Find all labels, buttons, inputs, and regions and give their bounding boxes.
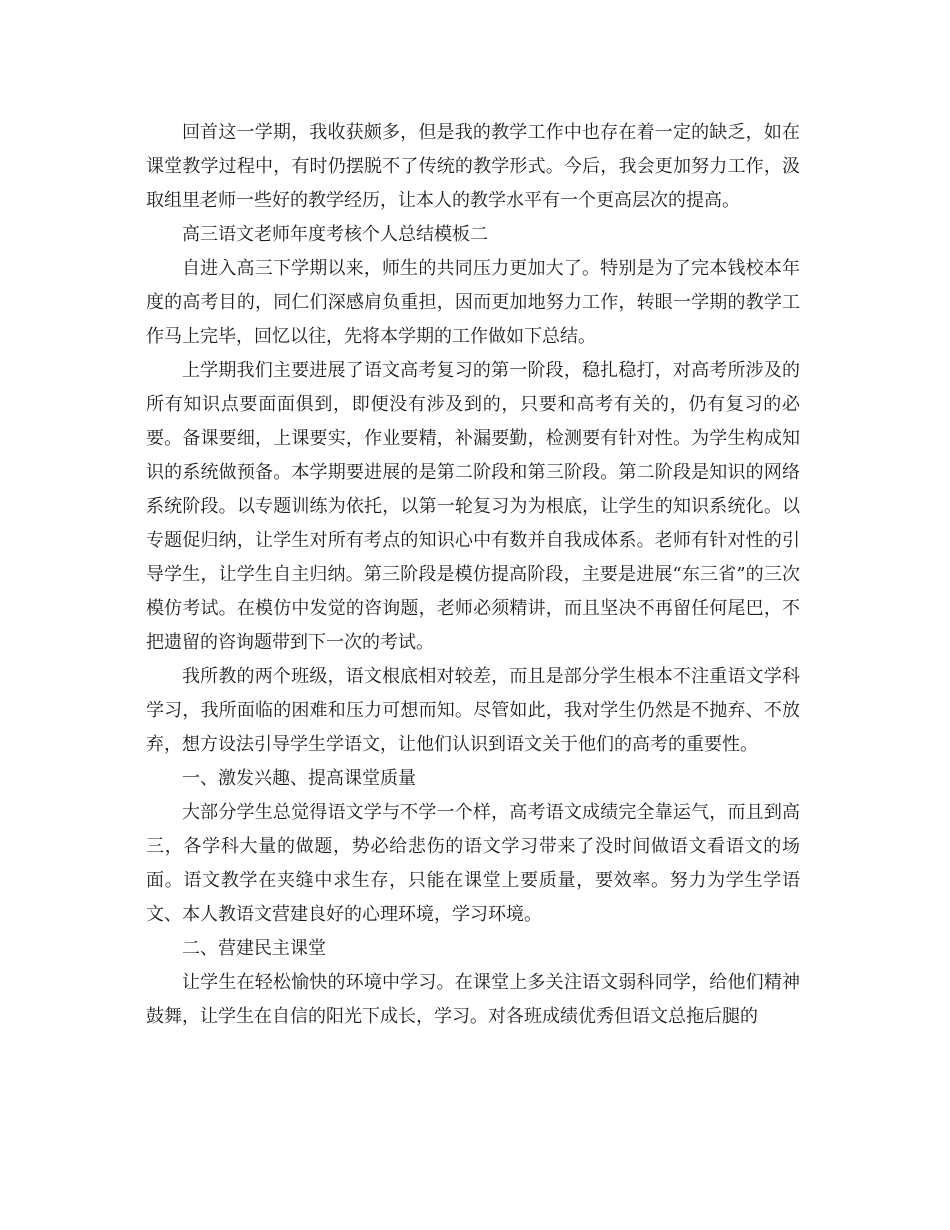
paragraph-democratic-class: 让学生在轻松愉快的环境中学习。在课堂上多关注语文弱科同学，给他们精神鼓舞，让学生在自信的阳光下成长，学习。对各班成绩优秀但语文总拖后腿的 bbox=[146, 972, 800, 1027]
document-body bbox=[146, 116, 800, 1034]
paragraph-intro: 自进入高三下学期以来，师生的共同压力更加大了。特别是为了完本钱校本年度的高考目的，同仁们深感肩负重担，因而更加地努力工作，转眼一学期的教学工作马上完毕，回忆以往，先将本学期的工作做如下总结。 bbox=[146, 258, 800, 347]
paragraph-review-semester: 回首这一学期，我收获颇多，但是我的教学工作中也存在着一定的缺乏，如在课堂教学过程中，有时仍摆脱不了传统的教学形式。今后，我会更加努力工作，汲取组里老师一些好的教学经历，让本人的教学水平有一个更高层次的提高。 bbox=[146, 122, 800, 211]
paragraph-classes: 我所教的两个班级，语文根底相对较差，而且是部分学生根本不注重语文学科学习，我所面临的困难和压力可想而知。尽管如此，我对学生仍然是不抛弃、不放弃，想方设法引导学生学语文，让他们认识到语文关于他们的高考的重要性。 bbox=[146, 666, 800, 755]
section-heading-template-two: 高三语文老师年度考核个人总结模板二 bbox=[182, 224, 488, 245]
paragraph-interest: 大部分学生总觉得语文学与不学一个样，高考语文成绩完全靠运气，而且到高三，各学科大量的做题，势必给悲伤的语文学习带来了没时间做语文看语文的场面。语文教学在夹缝中求生存，只能在课堂上要质量，要效率。努力为学生学语文、本人教语文营建良好的心理环境，学习环境。 bbox=[146, 802, 800, 925]
section-heading-two: 二、营建民主课堂 bbox=[182, 938, 326, 959]
paragraph-review-stages: 上学期我们主要进展了语文高考复习的第一阶段，稳扎稳打，对高考所涉及的所有知识点要面面俱到，即便没有涉及到的，只要和高考有关的，仍有复习的必要。备课要细，上课要实，作业要精，补漏要勤，检测要有针对性。为学生构成知识的系统做预备。本学期要进展的是第二阶段和第三阶段。第二阶段是知识的网络系统阶段。以专题训练为依托，以第一轮复习为为根底，让学生的知识系统化。以专题促归纳，让学生对所有考点的知识心中有数并自我成体系。老师有针对性的引导学生，让学生自主归纳。第三阶段是模仿提高阶段，主要是进展“东三省”的三次模仿考试。在模仿中发觉的咨询题，老师必须精讲，而且坚决不再留任何尾巴，不把遗留的咨询题带到下一次的考试。 bbox=[146, 360, 800, 653]
section-heading-one: 一、激发兴趣、提高课堂质量 bbox=[182, 768, 416, 789]
